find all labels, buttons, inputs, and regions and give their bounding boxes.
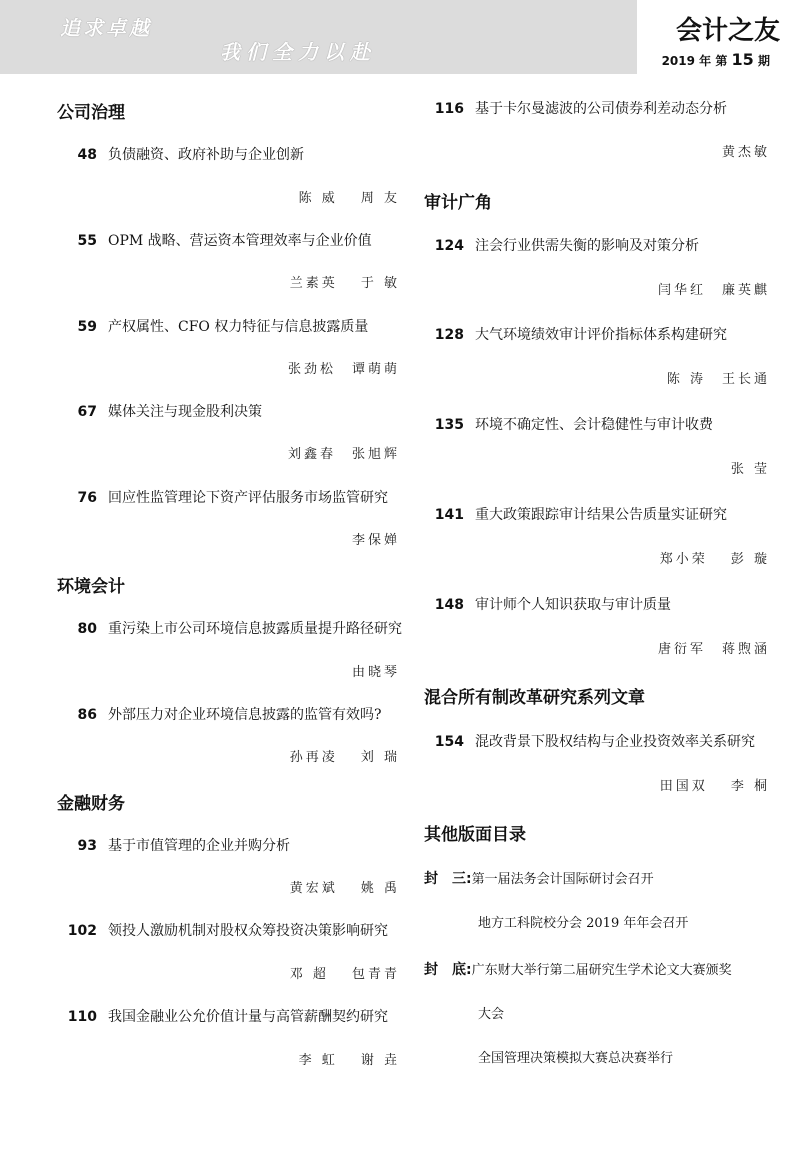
article-authors: 由晓琴	[351, 665, 400, 680]
other-page-line[interactable]: 地方工科院校分会 2019 年年会召开	[478, 916, 689, 931]
issue-suffix: 期	[757, 54, 770, 68]
article-authors: 郑小荣 彭 璇	[659, 552, 770, 567]
article-authors: 黄杰敏	[721, 145, 770, 160]
other-page-label: 封 底	[424, 962, 466, 978]
article-authors: 孙再凌 刘 瑞	[289, 750, 400, 765]
article-title: 基于市值管理的企业并购分析	[108, 838, 290, 854]
toc-entry[interactable]	[57, 144, 304, 164]
article-title: 负债融资、政府补助与企业创新	[108, 147, 304, 163]
page-number: 76	[77, 490, 97, 506]
slogan-line-1: 追求卓越	[60, 16, 152, 40]
other-page-line[interactable]: 大会	[478, 1007, 505, 1022]
article-authors: 邓 超 包青青	[289, 967, 400, 982]
toc-entry[interactable]	[57, 487, 388, 507]
article-authors: 张劲松 谭萌萌	[287, 362, 400, 377]
page-number: 148	[434, 597, 464, 613]
article-title: 大气环境绩效审计评价指标体系构建研究	[475, 327, 727, 343]
issue-number: 15	[731, 50, 754, 69]
header-banner	[0, 0, 800, 74]
toc-entry[interactable]	[57, 316, 368, 336]
issue-label: 第	[715, 54, 728, 68]
article-title: 审计师个人知识获取与审计质量	[475, 597, 671, 613]
section-heading-mixed-ownership: 混合所有制改革研究系列文章	[424, 688, 645, 708]
other-page-line: 广东财大举行第二届研究生学术论文大赛颁奖	[471, 963, 732, 978]
other-page-line[interactable]: 全国管理决策模拟大赛总决赛举行	[478, 1051, 674, 1066]
page-number: 102	[67, 923, 97, 939]
page-number: 110	[67, 1009, 97, 1025]
article-authors: 兰素英 于 敏	[289, 276, 400, 291]
article-title: 媒体关注与现金股利决策	[108, 404, 262, 420]
page-number: 48	[77, 147, 97, 163]
masthead	[637, 0, 800, 74]
toc-entry[interactable]	[424, 504, 727, 524]
article-authors: 陈 涛 王长通	[666, 372, 770, 387]
article-title: 混改背景下股权结构与企业投资效率关系研究	[475, 734, 755, 750]
page-number: 124	[434, 238, 464, 254]
magazine-title: 会计之友	[675, 16, 780, 46]
article-title: 我国金融业公允价值计量与高管薪酬契约研究	[108, 1009, 388, 1025]
article-authors: 李保婵	[351, 533, 400, 548]
toc-entry[interactable]	[424, 324, 727, 344]
page-number: 67	[77, 404, 97, 420]
other-page-item[interactable]: 封 底:广东财大举行第二届研究生学术论文大赛颁奖	[424, 962, 732, 978]
issue-year: 2019 年	[661, 54, 712, 68]
toc-entry[interactable]	[57, 230, 372, 250]
article-authors: 李 虹 谢 垚	[298, 1053, 400, 1068]
article-title: 领投人激励机制对股权众筹投资决策影响研究	[108, 923, 388, 939]
toc-entry[interactable]	[424, 414, 713, 434]
toc-entry[interactable]	[424, 594, 671, 614]
page-number: 135	[434, 417, 464, 433]
toc-entry[interactable]	[57, 835, 290, 855]
article-title: 产权属性、CFO 权力特征与信息披露质量	[108, 319, 369, 335]
toc-entry[interactable]	[57, 618, 402, 638]
section-heading-corporate-governance: 公司治理	[57, 103, 125, 123]
other-page-label: 封 三	[424, 871, 466, 887]
toc-entry[interactable]	[57, 1006, 388, 1026]
toc-entry[interactable]	[57, 920, 388, 940]
page-number: 93	[77, 838, 97, 854]
section-heading-audit: 审计广角	[424, 193, 492, 213]
issue-info	[662, 50, 770, 69]
article-title: 环境不确定性、会计稳健性与审计收费	[475, 417, 713, 433]
toc-entry[interactable]	[424, 731, 755, 751]
page-number: 80	[77, 621, 97, 637]
toc-entry[interactable]	[424, 98, 727, 118]
page-number: 86	[77, 707, 97, 723]
toc-entry[interactable]	[57, 704, 382, 724]
article-title: OPM 战略、营运资本管理效率与企业价值	[108, 233, 372, 249]
section-heading-financial: 金融财务	[57, 794, 125, 814]
page-number: 55	[77, 233, 97, 249]
article-authors: 闫华红 廉英麒	[657, 283, 770, 298]
article-authors: 唐衍军 蒋煦涵	[657, 642, 770, 657]
page-number: 59	[77, 319, 97, 335]
article-title: 重大政策跟踪审计结果公告质量实证研究	[475, 507, 727, 523]
article-authors: 陈 威 周 友	[298, 191, 400, 206]
article-title: 注会行业供需失衡的影响及对策分析	[475, 238, 699, 254]
slogan-line-2: 我们全力以赴	[220, 40, 376, 64]
page-number: 116	[434, 101, 464, 117]
toc-entry[interactable]	[57, 401, 262, 421]
page-number: 128	[434, 327, 464, 343]
article-title: 基于卡尔曼滤波的公司债券利差动态分析	[475, 101, 727, 117]
article-title: 外部压力对企业环境信息披露的监管有效吗?	[108, 707, 382, 723]
article-authors: 田国双 李 桐	[659, 779, 770, 794]
section-heading-environmental-accounting: 环境会计	[57, 577, 125, 597]
toc-entry[interactable]	[424, 235, 699, 255]
page-number: 154	[434, 734, 464, 750]
page-number: 141	[434, 507, 464, 523]
article-authors: 黄宏斌 姚 禹	[289, 881, 400, 896]
article-authors: 刘鑫春 张旭辉	[287, 447, 400, 462]
article-title: 回应性监管理论下资产评估服务市场监管研究	[108, 490, 388, 506]
other-page-line: 第一届法务会计国际研讨会召开	[471, 872, 654, 887]
other-page-item[interactable]: 封 三:第一届法务会计国际研讨会召开	[424, 871, 654, 887]
article-title: 重污染上市公司环境信息披露质量提升路径研究	[108, 621, 402, 637]
section-heading-other-pages: 其他版面目录	[424, 825, 526, 845]
article-authors: 张 莹	[730, 462, 770, 477]
